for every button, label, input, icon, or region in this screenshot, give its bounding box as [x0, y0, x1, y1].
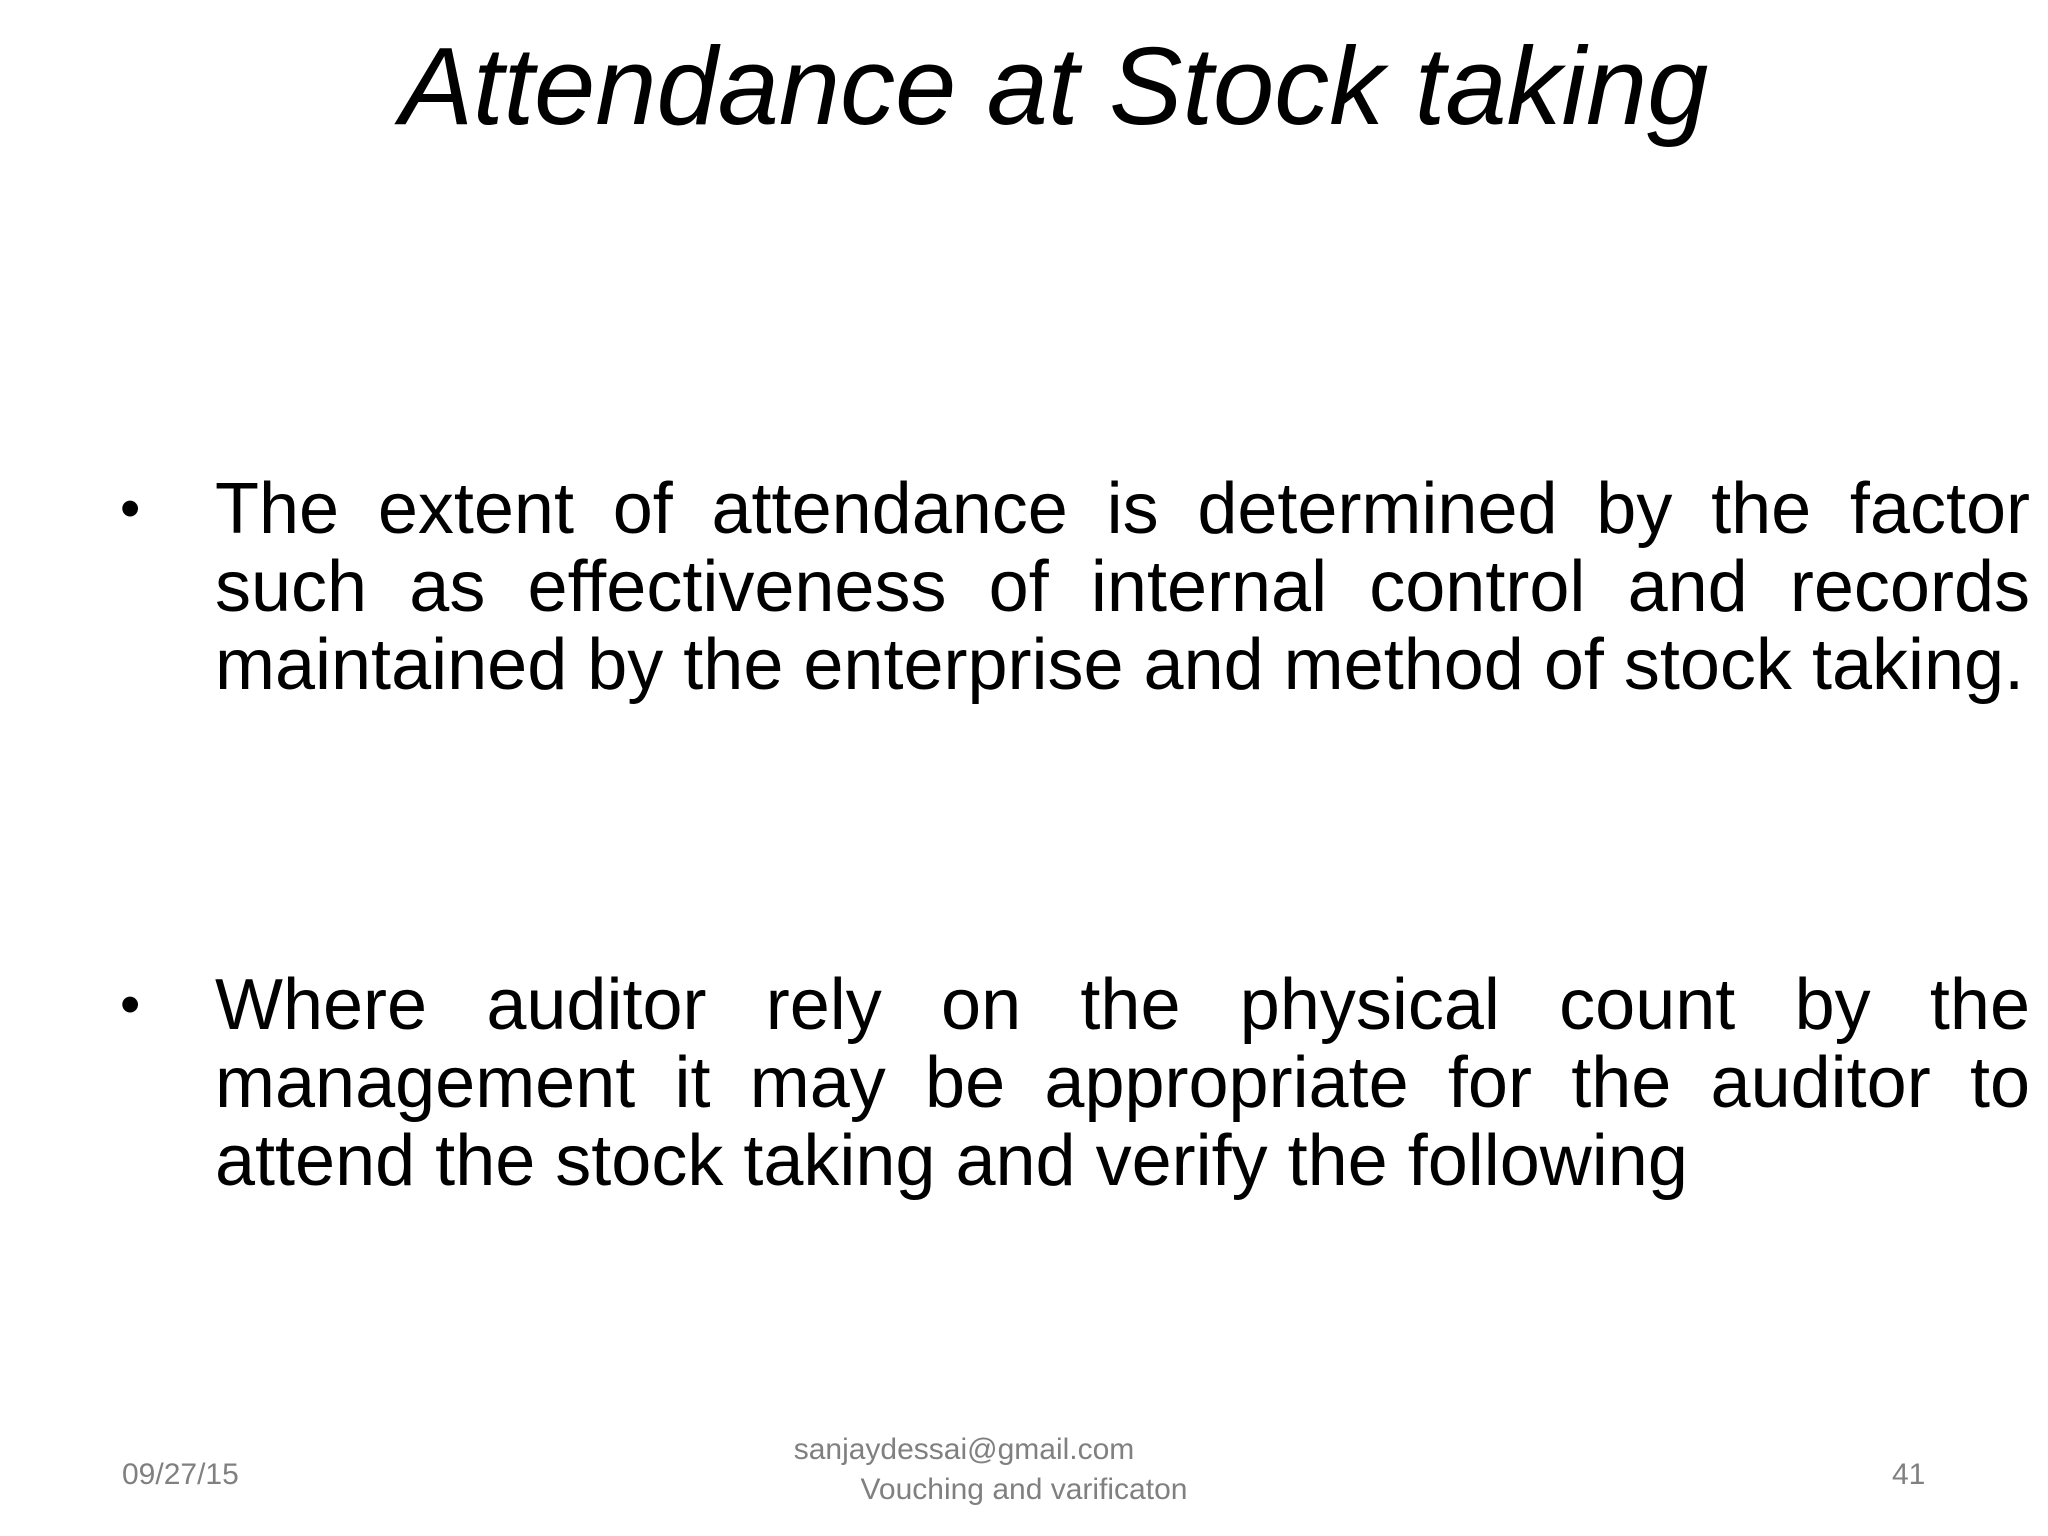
- bullet-list: [120, 470, 2030, 1200]
- bullet-text: The extent of attendance is determined by the factor such as effectiveness of internal control and records maintained by the enterprise and method of stock taking.: [215, 469, 2030, 705]
- footer-email: sanjaydessai@gmail.com: [793, 1433, 1135, 1466]
- footer-subject: Vouching and varificaton: [860, 1473, 1188, 1506]
- bullet-dot-icon: •: [120, 972, 141, 1037]
- footer-page-number: 41: [1892, 1458, 1926, 1491]
- bullet-text: Where auditor rely on the physical count by the management it may be appropriate for the auditor to attend the stock taking and verify the following: [215, 965, 2030, 1201]
- bullet-dot-icon: •: [120, 476, 141, 541]
- bullet-item: [120, 966, 2030, 1200]
- slide-title: Attendance at Stock taking: [399, 25, 1709, 148]
- footer-date: 09/27/15: [122, 1458, 239, 1491]
- bullet-item: [120, 470, 2030, 704]
- footer-center: [0, 1430, 2048, 1510]
